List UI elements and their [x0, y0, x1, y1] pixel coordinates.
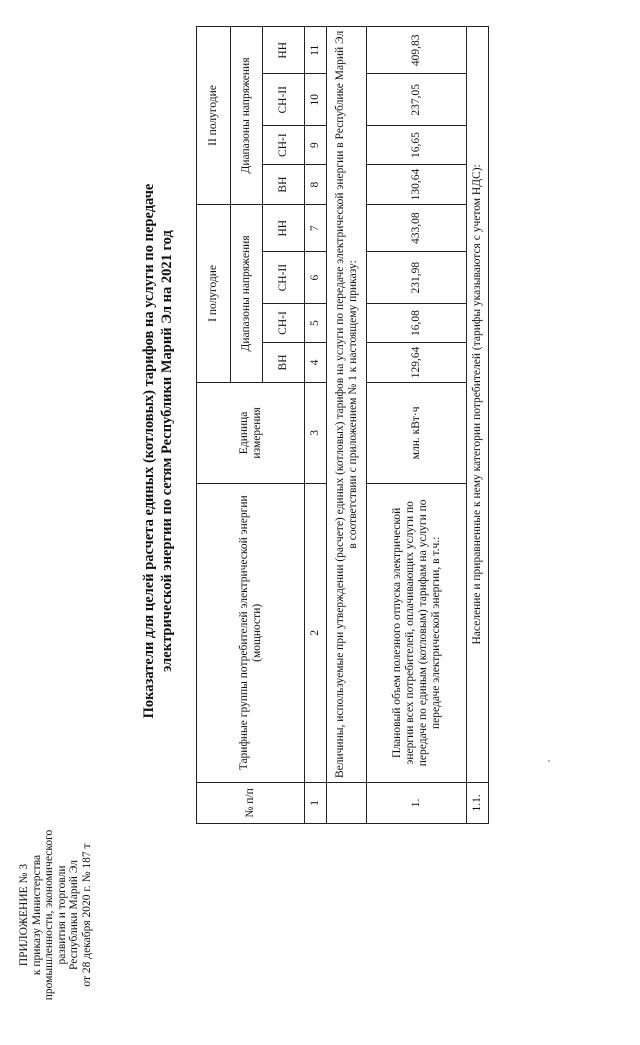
- column-number-row: [305, 27, 327, 824]
- title-line: Показатели для целей расчета единых (котловых) тарифов на услуги по передаче: [141, 183, 157, 719]
- col-number: 11: [305, 27, 327, 75]
- row-unit: млн. кВт·ч: [367, 382, 467, 483]
- header-level: ВН: [263, 165, 305, 205]
- header-unit: Единица измерения: [197, 382, 305, 483]
- row-value: 130,64: [367, 165, 467, 205]
- row-value: 16,65: [367, 126, 467, 165]
- row-value: 129,64: [367, 343, 467, 383]
- row-value: 16,08: [367, 303, 467, 342]
- header-level: СН-II: [263, 74, 305, 126]
- col-number: 2: [305, 483, 327, 782]
- header-level: НН: [263, 204, 305, 251]
- header-level: ВН: [263, 343, 305, 383]
- appendix-line: от 28 декабря 2020 г. № 187 т: [80, 843, 93, 987]
- section-text: Величины, используемые при утверждении (расчете) единых (котловых) тарифов на услуги по передаче электрической энергии в Республике Марий Эл в соответствии с приложением № 1 к настоящему приказу:: [327, 27, 367, 783]
- header-level: СН-I: [263, 126, 305, 165]
- header-range1: Диапазоны напряжения: [231, 204, 263, 382]
- col-number: 1: [305, 782, 327, 823]
- header-level: СН-II: [263, 252, 305, 304]
- table-row: [467, 27, 489, 824]
- section-num-cell: [327, 782, 367, 823]
- appendix-line: промышленности, экономического: [43, 829, 55, 1001]
- appendix-line: к приказу Министерства: [30, 854, 43, 976]
- appendix-line: Республики Марий Эл: [68, 860, 80, 971]
- col-number: 7: [305, 204, 327, 251]
- header-range2: Диапазоны напряжения: [231, 27, 263, 205]
- row-num: 1.1.: [467, 782, 489, 823]
- row-num: 1.: [367, 782, 467, 823]
- header-half1: I полугодие: [197, 204, 231, 382]
- row-value: 231,98: [367, 252, 467, 304]
- row-value: 433,08: [367, 204, 467, 251]
- row-name: Население и приравненные к нему категории потребителей (тарифы указываются с учетом НДС):: [467, 27, 489, 783]
- header-group: Тарифные группы потребителей электрической энергии (мощности): [197, 483, 305, 782]
- appendix-block: [18, 785, 93, 1045]
- header-num: № п/п: [197, 782, 305, 823]
- header-half2: II полугодие: [197, 27, 231, 205]
- col-number: 3: [305, 382, 327, 483]
- table-row: [367, 27, 467, 824]
- scan-speck: [548, 760, 550, 762]
- title-line: электрической энергии по сетям Республики Марий Эл на 2021 год: [159, 230, 175, 672]
- row-value: 409,83: [367, 27, 467, 75]
- col-number: 10: [305, 74, 327, 126]
- row-name: Плановый объем полезного отпуска электрической энергии всех потребителей, оплачивающих услуги по передаче по единым (котловым) тарифам на услуги по передаче электрической энергии, в т.ч.:: [367, 483, 467, 782]
- col-number: 8: [305, 165, 327, 205]
- header-level: СН-I: [263, 303, 305, 342]
- col-number: 6: [305, 252, 327, 304]
- section-row: [327, 27, 367, 824]
- header-level: НН: [263, 27, 305, 75]
- appendix-line: ПРИЛОЖЕНИЕ № 3: [18, 863, 30, 967]
- col-number: 5: [305, 303, 327, 342]
- tariff-table: [196, 26, 489, 824]
- document-title: [140, 0, 176, 902]
- row-value: 237,05: [367, 74, 467, 126]
- appendix-line: развития и торговли: [55, 865, 68, 965]
- col-number: 4: [305, 343, 327, 383]
- col-number: 9: [305, 126, 327, 165]
